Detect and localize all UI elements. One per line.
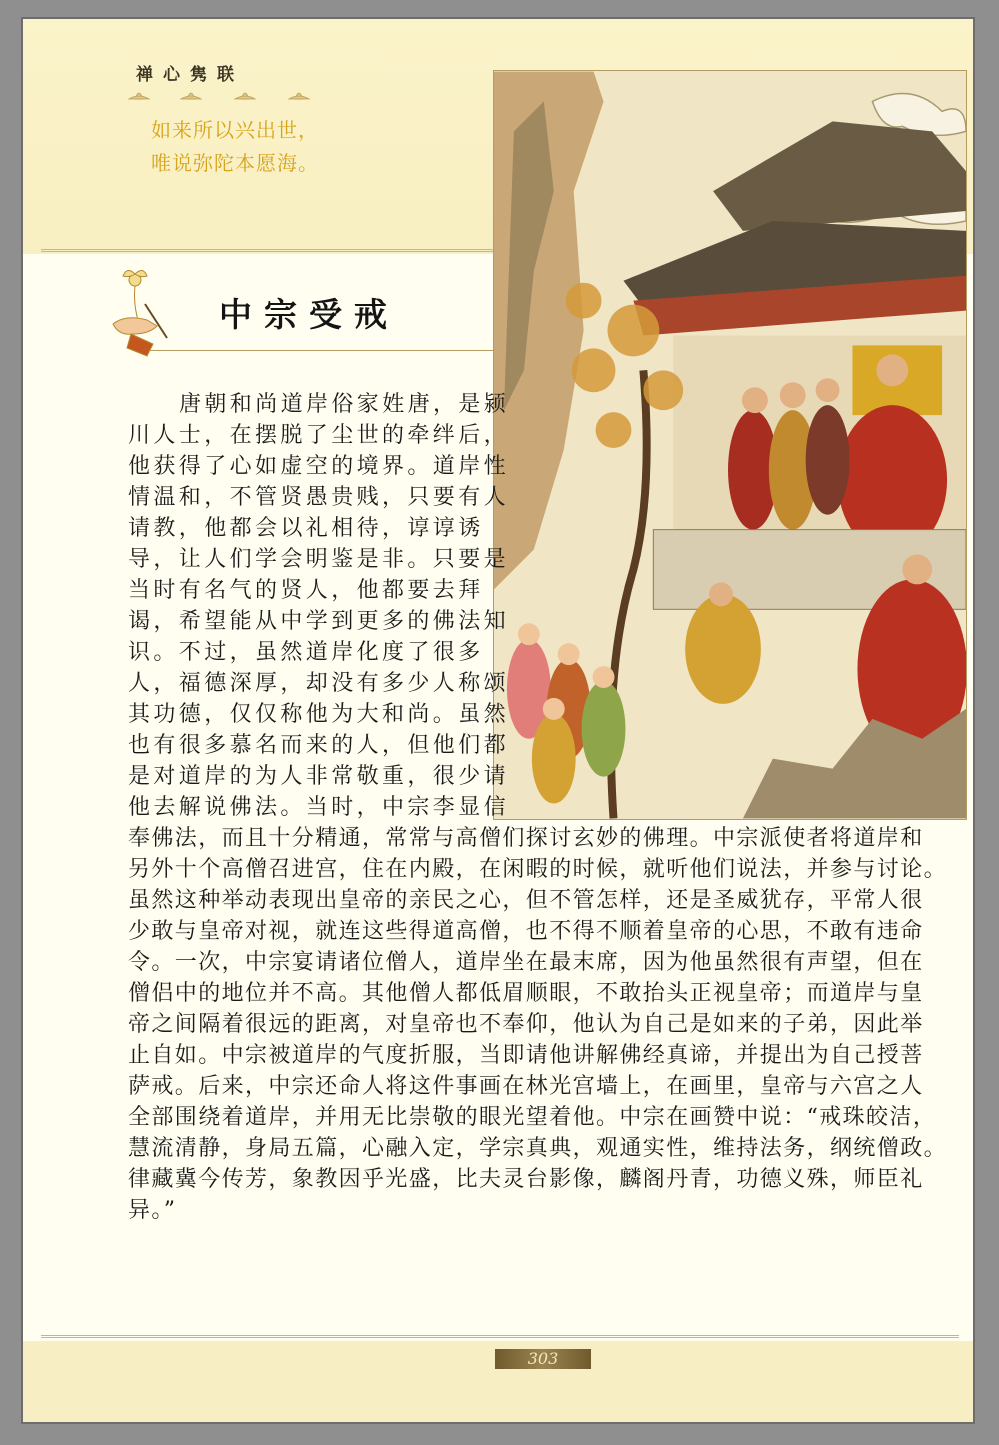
body-line: 也有很多慕名而来的人，但他们都 bbox=[128, 733, 510, 758]
series-title: 禅心隽联 bbox=[136, 65, 244, 85]
body-line: 谒，希望能从中学到更多的佛法知 bbox=[128, 609, 510, 634]
body-line: 情温和，不管贤愚贵贱，只要有人 bbox=[128, 485, 510, 510]
body-line: 奉佛法，而且十分精通，常常与高僧们探讨玄妙的佛理。中宗派使者将道岸和 bbox=[128, 826, 924, 851]
body-line: 他去解说佛法。当时，中宗李显信 bbox=[128, 795, 510, 820]
body-line: 人，福德深厚，却没有多少人称颂 bbox=[128, 671, 510, 696]
body-line: 他获得了心如虚空的境界。道岸性 bbox=[128, 454, 510, 479]
body-line: 律藏冀今传芳，象教因乎光盛，比夫灵台影像，麟阁丹青，功德义殊，师臣礼 bbox=[128, 1167, 924, 1192]
body-line: 少敢与皇帝对视，就连这些得道高僧，也不得不顺着皇帝的心思，不敢有违命 bbox=[128, 919, 924, 944]
body-line: 止自如。中宗被道岸的气度折服，当即请他讲解佛经真谛，并提出为自己授菩 bbox=[128, 1043, 924, 1068]
body-line: 其功德，仅仅称他为大和尚。虽然 bbox=[128, 702, 510, 727]
verse-line-2: 唯说弥陀本愿海。 bbox=[151, 151, 319, 175]
body-line: 帝之间隔着很远的距离，对皇帝也不奉仰，他认为自己是如来的子弟，因此举 bbox=[128, 1012, 924, 1037]
body-line: 请教，他都会以礼相待，谆谆诱 bbox=[128, 516, 484, 541]
body-line: 唐朝和尚道岸俗家姓唐，是颍 bbox=[179, 392, 510, 417]
book-page bbox=[21, 17, 975, 1424]
body-line: 另外十个高僧召进宫，住在内殿，在闲暇的时候，就听他们说法，并参与讨论。 bbox=[128, 857, 948, 882]
body-line: 慧流清静，身局五篇，心融入定，学宗真典，观通实性，维持法务，纲统僧政。 bbox=[128, 1136, 948, 1161]
body-line: 虽然这种举动表现出皇帝的亲民之心，但不管怎样，还是圣威犹存，平常人很 bbox=[128, 888, 924, 913]
body-line: 当时有名气的贤人，他都要去拜 bbox=[128, 578, 484, 603]
article-body bbox=[23, 19, 975, 1424]
body-line: 僧侣中的地位并不高。其他僧人都低眉顺眼，不敢抬头正视皇帝；而道岸与皇 bbox=[128, 981, 924, 1006]
body-line: 异。” bbox=[128, 1198, 177, 1223]
body-line: 萨戒。后来，中宗还命人将这件事画在林光宫墙上，在画里，皇帝与六宫之人 bbox=[128, 1074, 924, 1099]
verse-line-1: 如来所以兴出世， bbox=[151, 118, 319, 142]
page-number: 303 bbox=[527, 1349, 559, 1368]
body-line: 识。不过，虽然道岸化度了很多 bbox=[128, 640, 484, 665]
body-line: 川人士，在摆脱了尘世的牵绊后， bbox=[128, 423, 510, 448]
body-line: 全部围绕着道岸，并用无比崇敬的眼光望着他。中宗在画赞中说：“戒珠皎洁， bbox=[128, 1105, 937, 1130]
body-line: 令。一次，中宗宴请诸位僧人，道岸坐在最末席，因为他虽然很有声望，但在 bbox=[128, 950, 924, 975]
body-line: 导，让人们学会明鉴是非。只要是 bbox=[128, 547, 510, 572]
article-title: 中宗受戒 bbox=[219, 295, 399, 334]
body-line: 是对道岸的为人非常敬重，很少请 bbox=[128, 764, 510, 789]
footer-divider bbox=[41, 1335, 959, 1338]
